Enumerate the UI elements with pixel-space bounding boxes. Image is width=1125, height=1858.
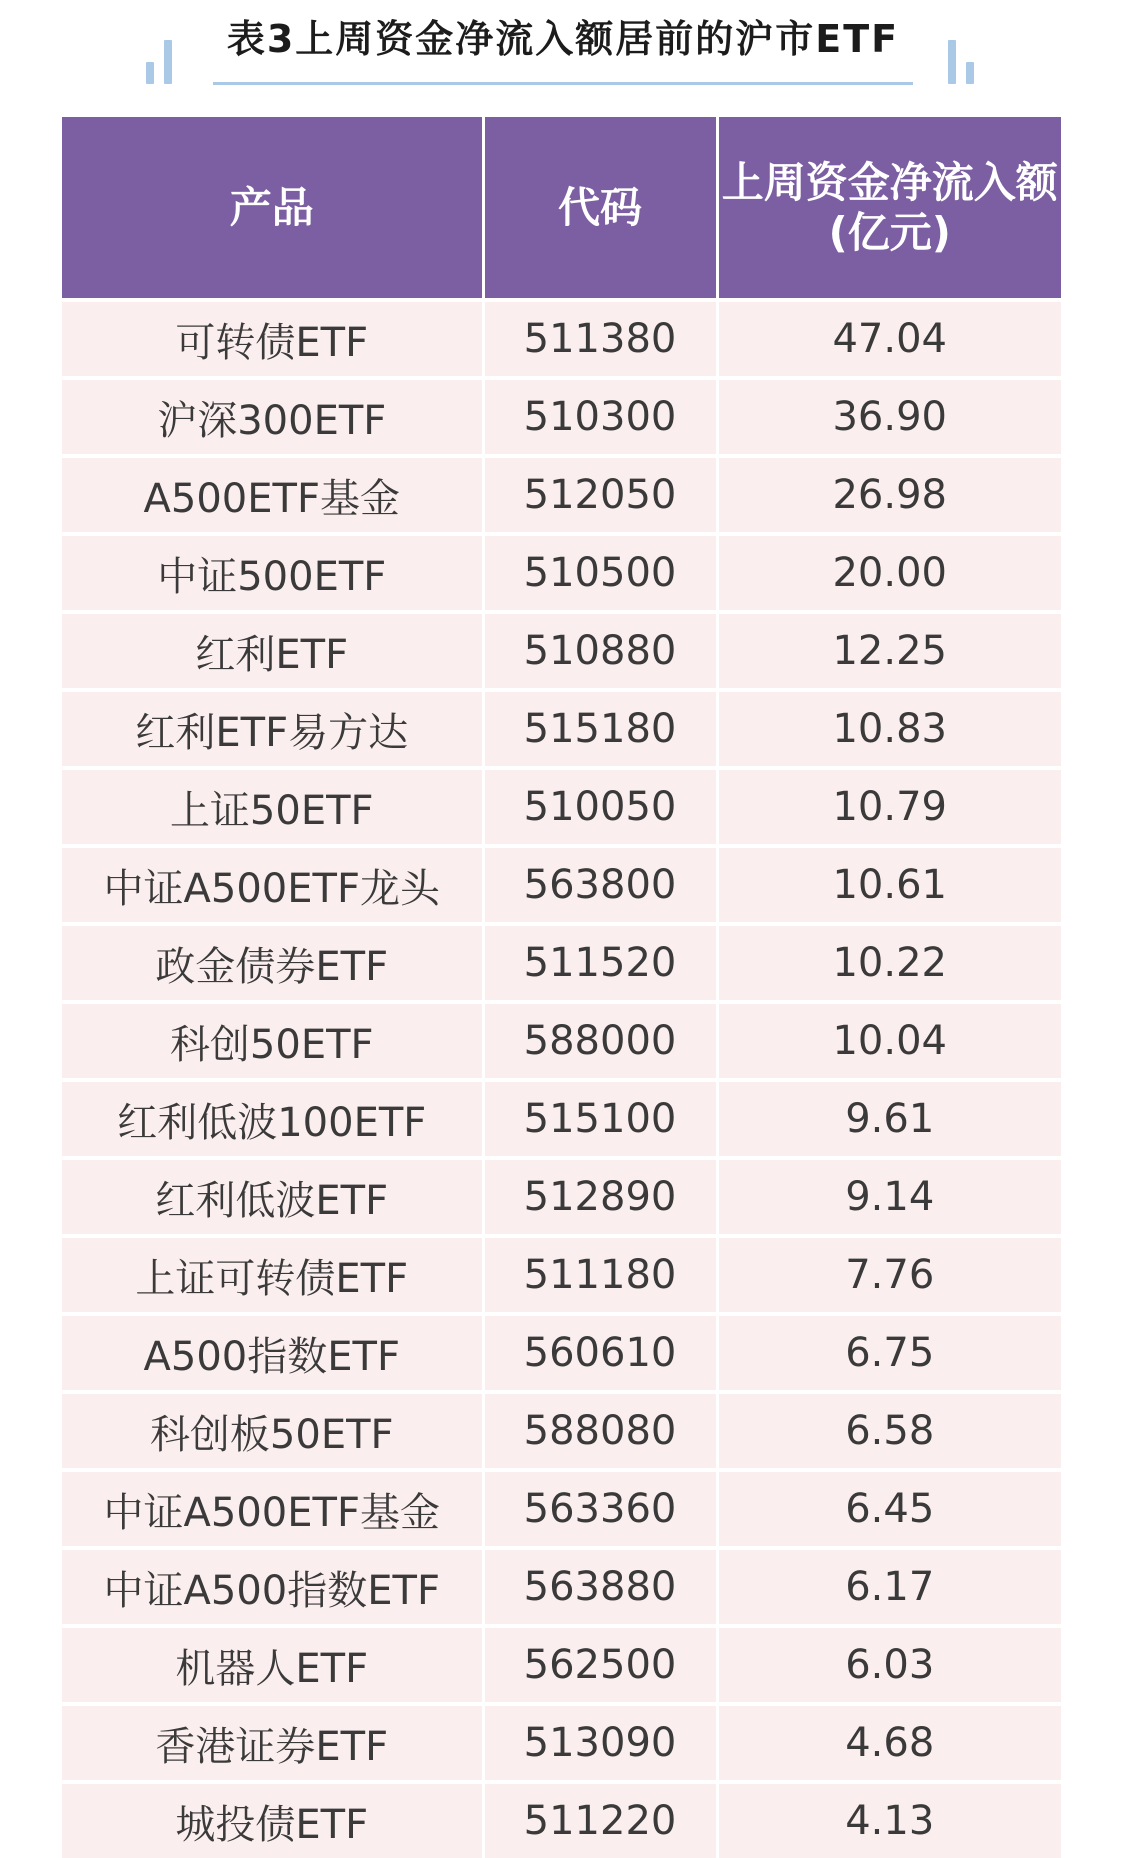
title-right-bar-2 [966, 62, 974, 84]
cell-code: 513090 [483, 1704, 717, 1782]
cell-inflow: 4.68 [717, 1704, 1061, 1782]
cell-inflow: 9.14 [717, 1158, 1061, 1236]
cell-code: 563880 [483, 1548, 717, 1626]
etf-inflow-table [62, 117, 1061, 1858]
cell-inflow: 10.61 [717, 846, 1061, 924]
title-underline [213, 82, 913, 85]
table-title: 表3上周资金净流入额居前的沪市ETF [226, 17, 900, 61]
title-right-bar-1 [948, 40, 956, 84]
table-row [62, 612, 1061, 690]
cell-code: 512890 [483, 1158, 717, 1236]
table-body [62, 300, 1061, 1858]
cell-code: 510050 [483, 768, 717, 846]
table-row [62, 1236, 1061, 1314]
cell-code: 510880 [483, 612, 717, 690]
cell-code: 511520 [483, 924, 717, 1002]
cell-product: 科创50ETF [62, 1002, 483, 1080]
table-row [62, 1158, 1061, 1236]
cell-inflow: 6.58 [717, 1392, 1061, 1470]
table-row [62, 924, 1061, 1002]
cell-inflow: 6.45 [717, 1470, 1061, 1548]
cell-inflow: 10.83 [717, 690, 1061, 768]
cell-product: 机器人ETF [62, 1626, 483, 1704]
cell-inflow: 47.04 [717, 300, 1061, 378]
etf-table-container [62, 117, 1061, 1858]
cell-product: 中证A500指数ETF [62, 1548, 483, 1626]
cell-product: 科创板50ETF [62, 1392, 483, 1470]
cell-code: 560610 [483, 1314, 717, 1392]
cell-product: 中证A500ETF龙头 [62, 846, 483, 924]
table-row [62, 1548, 1061, 1626]
table-header [62, 117, 1061, 300]
cell-code: 563800 [483, 846, 717, 924]
cell-inflow: 12.25 [717, 612, 1061, 690]
cell-code: 511380 [483, 300, 717, 378]
cell-inflow: 36.90 [717, 378, 1061, 456]
cell-product: 红利ETF易方达 [62, 690, 483, 768]
cell-product: 沪深300ETF [62, 378, 483, 456]
table-row [62, 1782, 1061, 1858]
cell-product: 红利ETF [62, 612, 483, 690]
header-inflow-label: 上周资金净流入额 [721, 157, 1058, 207]
cell-code: 562500 [483, 1626, 717, 1704]
table-row [62, 1470, 1061, 1548]
table-row [62, 534, 1061, 612]
table-row [62, 1314, 1061, 1392]
table-row [62, 1704, 1061, 1782]
cell-code: 511220 [483, 1782, 717, 1858]
cell-product: 红利低波100ETF [62, 1080, 483, 1158]
cell-inflow: 7.76 [717, 1236, 1061, 1314]
cell-product: 红利低波ETF [62, 1158, 483, 1236]
cell-inflow: 26.98 [717, 456, 1061, 534]
cell-code: 510300 [483, 378, 717, 456]
header-code: 代码 [483, 117, 717, 300]
table-row [62, 690, 1061, 768]
table-row [62, 1002, 1061, 1080]
cell-product: 上证50ETF [62, 768, 483, 846]
cell-inflow: 20.00 [717, 534, 1061, 612]
cell-product: 香港证券ETF [62, 1704, 483, 1782]
cell-product: 可转债ETF [62, 300, 483, 378]
cell-product: A500指数ETF [62, 1314, 483, 1392]
cell-inflow: 10.79 [717, 768, 1061, 846]
title-bar [0, 0, 1125, 100]
cell-code: 510500 [483, 534, 717, 612]
table-row [62, 456, 1061, 534]
cell-inflow: 6.17 [717, 1548, 1061, 1626]
cell-product: 政金债券ETF [62, 924, 483, 1002]
cell-inflow: 6.03 [717, 1626, 1061, 1704]
title-left-bar-2 [164, 40, 172, 84]
title-left-bar-1 [146, 62, 154, 84]
cell-product: A500ETF基金 [62, 456, 483, 534]
cell-product: 中证500ETF [62, 534, 483, 612]
cell-product: 中证A500ETF基金 [62, 1470, 483, 1548]
cell-inflow: 10.04 [717, 1002, 1061, 1080]
table-row [62, 1626, 1061, 1704]
header-inflow-unit: (亿元) [828, 207, 951, 257]
table-row [62, 378, 1061, 456]
header-product: 产品 [62, 117, 483, 300]
cell-inflow: 6.75 [717, 1314, 1061, 1392]
table-row [62, 1080, 1061, 1158]
cell-code: 511180 [483, 1236, 717, 1314]
cell-code: 512050 [483, 456, 717, 534]
table-row [62, 300, 1061, 378]
cell-inflow: 10.22 [717, 924, 1061, 1002]
table-row [62, 846, 1061, 924]
cell-inflow: 9.61 [717, 1080, 1061, 1158]
header-inflow [717, 117, 1061, 300]
cell-inflow: 4.13 [717, 1782, 1061, 1858]
cell-code: 563360 [483, 1470, 717, 1548]
table-row [62, 768, 1061, 846]
cell-code: 515180 [483, 690, 717, 768]
table-row [62, 1392, 1061, 1470]
cell-code: 515100 [483, 1080, 717, 1158]
cell-product: 上证可转债ETF [62, 1236, 483, 1314]
cell-product: 城投债ETF [62, 1782, 483, 1858]
header-row [62, 117, 1061, 300]
cell-code: 588000 [483, 1002, 717, 1080]
cell-code: 588080 [483, 1392, 717, 1470]
